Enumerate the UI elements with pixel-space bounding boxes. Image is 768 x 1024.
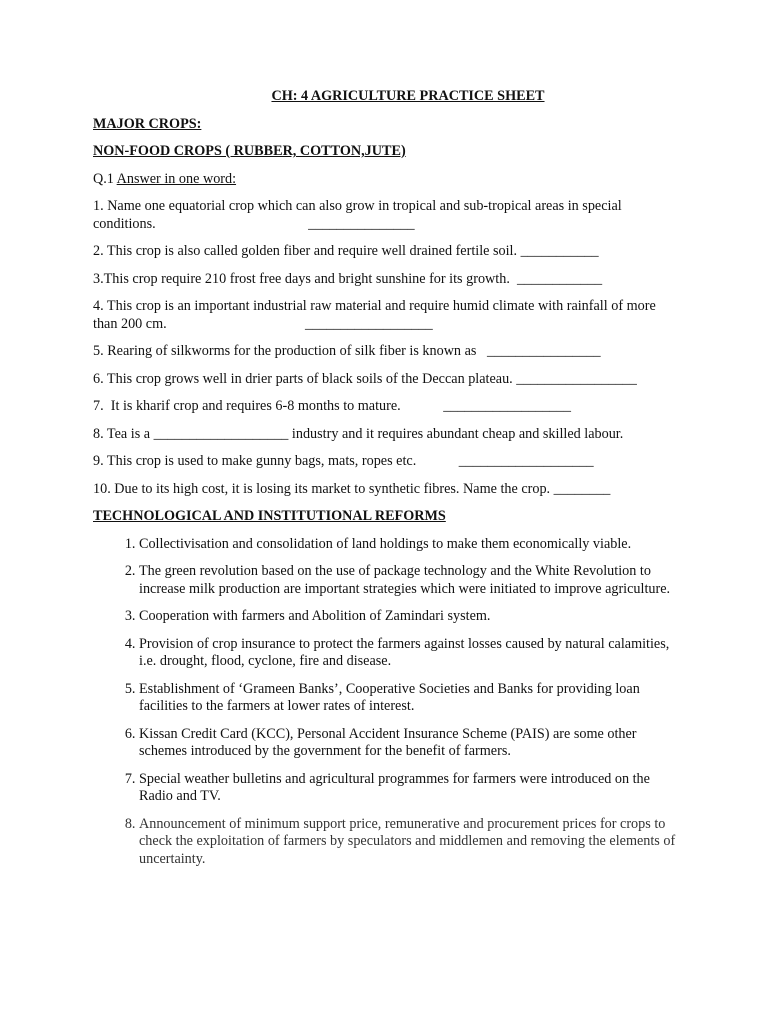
question-item: 7. It is kharif crop and requires 6-8 months to mature. __________________	[93, 398, 571, 414]
question-item: 3.This crop require 210 frost free days and bright sunshine for its growth. ____________	[93, 270, 603, 287]
question-1-instruction	[93, 171, 683, 189]
question-1-prefix: Q.1	[93, 170, 117, 187]
question-item: 4. This crop is an important industrial raw material and require humid climate with rainfall of more than 200 cm. __________________	[93, 298, 660, 332]
reform-item: 1. Collectivisation and consolidation of land holdings to make them economically viable.	[139, 536, 683, 554]
question-item: 2. This crop is also called golden fiber and require well drained fertile soil. ___________	[93, 243, 599, 259]
question-item: 9. This crop is used to make gunny bags, mats, ropes etc. ___________________	[93, 453, 594, 469]
reform-item: 5. Establishment of ‘Grameen Banks’, Cooperative Societies and Banks for providing loan facilities to the farmers at lower rates of interest.	[139, 681, 683, 716]
question-item: 10. Due to its high cost, it is losing its market to synthetic fibres. Name the crop. ________	[93, 480, 611, 497]
reform-item: 8. Announcement of minimum support price, remunerative and procurement prices for crops to check the exploitation of farmers by speculators and middlemen and removing the elements of uncertainty.	[139, 816, 683, 869]
question-item: 1. Name one equatorial crop which can also grow in tropical and sub-tropical areas in special conditions. _______________	[93, 198, 626, 232]
worksheet-page	[93, 86, 683, 878]
question-item: 5. Rearing of silkworms for the production of silk fiber is known as ________________	[93, 343, 601, 359]
reform-item: 7. Special weather bulletins and agricultural programmes for farmers were introduced on the Radio and TV.	[139, 771, 683, 806]
reform-item: 6. Kissan Credit Card (KCC), Personal Accident Insurance Scheme (PAIS) are some other schemes introduced by the government for the benefit of farmers.	[139, 726, 683, 761]
reform-item: 3. Cooperation with farmers and Abolition of Zamindari system.	[139, 608, 683, 626]
question-1-instruction-text: Answer in one word:	[116, 170, 237, 187]
reform-item: 2. The green revolution based on the use of package technology and the White Revolution to increase milk production are important strategies which were initiated to improve agriculture.	[139, 563, 683, 598]
question-item: 6. This crop grows well in drier parts of black soils of the Deccan plateau. _________________	[93, 370, 637, 387]
page-title: CH: 4 AGRICULTURE PRACTICE SHEET	[271, 88, 545, 104]
reforms-heading: TECHNOLOGICAL AND INSTITUTIONAL REFORMS	[93, 508, 446, 524]
reforms-list	[93, 536, 683, 869]
non-food-crops-heading: NON-FOOD CROPS ( RUBBER, COTTON,JUTE)	[93, 143, 406, 159]
reform-item: 4. Provision of crop insurance to protect the farmers against losses caused by natural calamities, i.e. drought, flood, cyclone, fire and disease.	[139, 636, 683, 671]
major-crops-heading: MAJOR CROPS:	[93, 115, 202, 132]
question-item: 8. Tea is a ___________________ industry and it requires abundant cheap and skilled labour.	[93, 425, 624, 442]
